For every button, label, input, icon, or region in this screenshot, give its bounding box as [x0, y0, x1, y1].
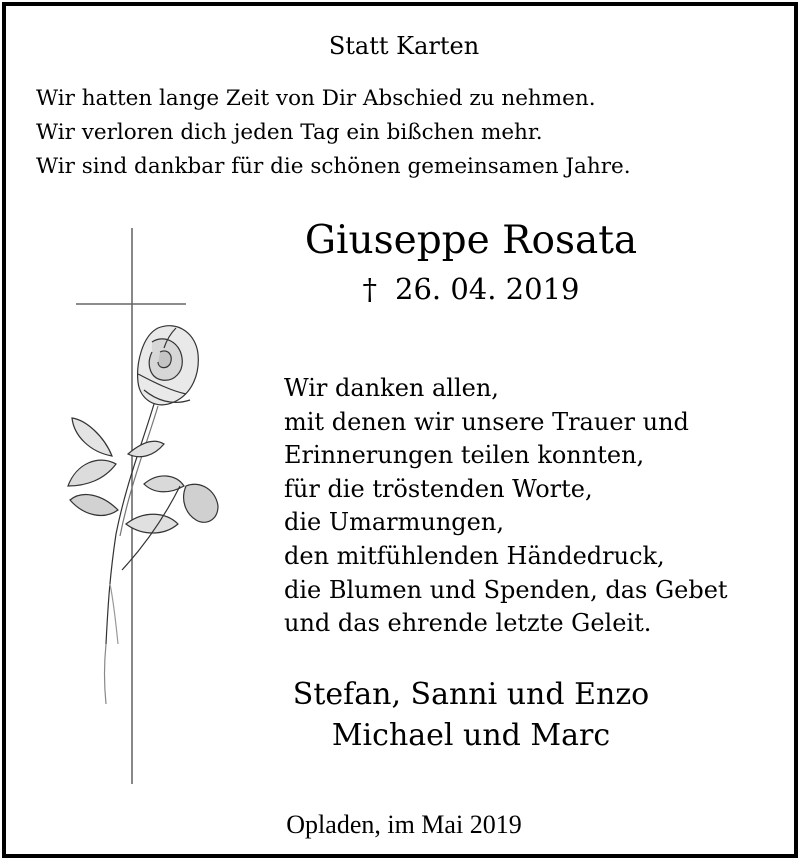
notice-header: Statt Karten	[328, 32, 480, 60]
family-names	[206, 674, 736, 756]
thanks-line: den mitfühlenden Händedruck,	[284, 541, 665, 570]
deceased-name: Giuseppe Rosata	[304, 218, 638, 263]
thanks-line: die Blumen und Spenden, das Gebet	[284, 575, 728, 604]
place-date: Opladen, im Mai 2019	[286, 810, 522, 839]
death-cross-symbol: †	[362, 272, 377, 306]
intro-line: Wir hatten lange Zeit von Dir Abschied zu nehmen.	[36, 86, 596, 111]
intro-line: Wir verloren dich jeden Tag ein bißchen mehr.	[36, 120, 543, 145]
thanks-line: mit denen wir unsere Trauer und	[284, 407, 689, 436]
intro-text	[36, 82, 631, 184]
thanks-line: die Umarmungen,	[284, 508, 504, 537]
thanks-line: Erinnerungen teilen konnten,	[284, 441, 645, 470]
thanks-line: und das ehrende letzte Geleit.	[284, 609, 652, 638]
family-line: Michael und Marc	[331, 718, 611, 753]
rose-icon	[68, 326, 218, 704]
thanks-line: Wir danken allen,	[284, 374, 499, 402]
death-date: 26. 04. 2019	[395, 272, 580, 306]
death-date-line	[206, 272, 736, 306]
obituary-notice	[2, 2, 798, 858]
thanks-line: für die tröstenden Worte,	[284, 474, 593, 503]
family-line: Stefan, Sanni und Enzo	[292, 677, 650, 712]
thanks-text	[284, 372, 728, 641]
intro-line: Wir sind dankbar für die schönen gemeinsamen Jahre.	[36, 154, 631, 179]
